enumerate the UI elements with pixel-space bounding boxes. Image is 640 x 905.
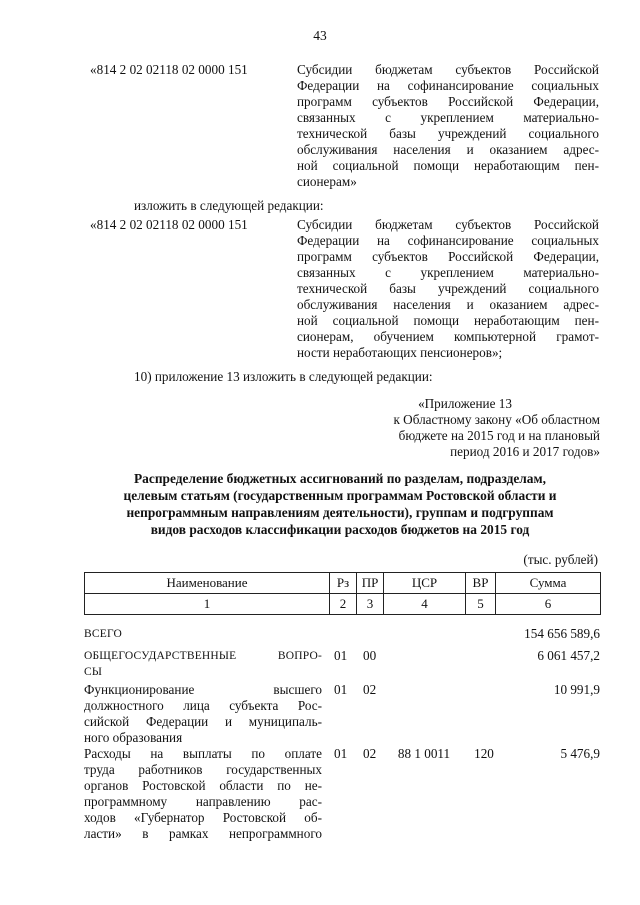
row-vr: 120 — [474, 746, 494, 761]
header-csr: ЦСР — [384, 573, 466, 594]
row-name-line: ВСЕГО — [84, 628, 123, 640]
row-name-line: ОБЩЕГОСУДАРСТВЕННЫЕ ВОПРО- — [84, 650, 322, 662]
desc-line: ной социальной помощи неработающим пен- — [297, 313, 599, 328]
desc-line: сионерам» — [297, 174, 357, 189]
row-name-line: программному направлению рас- — [84, 794, 322, 809]
row-name — [84, 682, 322, 746]
row-sum: 154 656 589,6 — [524, 626, 600, 641]
budget-code-description — [297, 217, 599, 361]
desc-line: связанных с укреплением материально- — [297, 110, 599, 125]
title-line: целевым статьям (государственным программам Ростовской области и — [123, 488, 557, 503]
appendix-header — [300, 396, 600, 460]
row-rz: 01 — [334, 648, 348, 663]
row-name-line: ласти» в рамках непрограммного — [84, 826, 322, 841]
column-number-row — [85, 594, 601, 615]
desc-line: Федерации на софинансирование социальных — [297, 78, 599, 93]
desc-line: ности неработающих пенсионеров»; — [297, 345, 503, 360]
row-name — [84, 626, 322, 642]
col-number: 6 — [496, 594, 601, 615]
row-name-line: ного образования — [84, 730, 183, 745]
title-line: непрограммным направлениям деятельности), группам и подгруппам — [126, 505, 554, 520]
budget-code: «814 2 02 02118 02 0000 151 — [90, 217, 248, 232]
row-rz: 01 — [334, 682, 348, 697]
desc-line: Федерации на софинансирование социальных — [297, 233, 599, 248]
units-label: (тыс. рублей) — [523, 552, 598, 567]
title-line: видов расходов классификации расходов бюджетов на 2015 год — [150, 522, 530, 537]
desc-line: Субсидии бюджетам субъектов Российской — [297, 217, 599, 232]
instruction-text: изложить в следующей редакции: — [134, 198, 324, 213]
col-number: 2 — [330, 594, 357, 615]
page-number: 43 — [313, 28, 327, 43]
appendix-line: период 2016 и 2017 годов» — [450, 444, 600, 459]
col-number: 1 — [85, 594, 330, 615]
header-vr: ВР — [466, 573, 496, 594]
header-row — [85, 573, 601, 594]
header-name: Наименование — [85, 573, 330, 594]
row-name-line: сийской Федерации и муниципаль- — [84, 714, 322, 729]
desc-line: технической базы учреждений социального — [297, 126, 599, 141]
desc-line: обслуживания населения и оказанием адрес- — [297, 142, 599, 157]
item-10-text: 10) приложение 13 изложить в следующей редакции: — [134, 369, 433, 384]
row-name-line: ходов «Губернатор Ростовской об- — [84, 810, 322, 825]
col-number: 4 — [384, 594, 466, 615]
header-rz: Рз — [330, 573, 357, 594]
row-pr: 00 — [363, 648, 377, 663]
row-csr: 88 1 0011 — [397, 746, 451, 761]
row-name — [84, 746, 322, 842]
document-title — [80, 470, 600, 538]
appendix-line: к Областному закону «Об областном — [393, 412, 600, 427]
row-name-line: органов Ростовской области по не- — [84, 778, 322, 793]
appendix-line: бюджете на 2015 год и на плановый — [398, 428, 600, 443]
desc-line: сионерам, обучением компьютерной грамот- — [297, 329, 599, 344]
budget-code: «814 2 02 02118 02 0000 151 — [90, 62, 248, 77]
header-sum: Сумма — [496, 573, 601, 594]
row-sum: 6 061 457,2 — [537, 648, 600, 663]
desc-line: программ субъектов Российской Федерации, — [297, 94, 599, 109]
row-pr: 02 — [363, 746, 377, 761]
row-sum: 10 991,9 — [553, 682, 600, 697]
desc-line: связанных с укреплением материально- — [297, 265, 599, 280]
title-line: Распределение бюджетных ассигнований по разделам, подразделам, — [134, 471, 546, 486]
row-name-line: труда работников государственных — [84, 762, 322, 777]
appendix-line: «Приложение 13 — [418, 396, 512, 411]
col-number: 3 — [357, 594, 384, 615]
col-number: 5 — [466, 594, 496, 615]
row-sum: 5 476,9 — [560, 746, 600, 761]
desc-line: технической базы учреждений социального — [297, 281, 599, 296]
header-pr: ПР — [357, 573, 384, 594]
row-name-line: Функционирование высшего — [84, 682, 322, 697]
desc-line: программ субъектов Российской Федерации, — [297, 249, 599, 264]
row-name-line: Расходы на выплаты по оплате — [84, 746, 322, 761]
row-pr: 02 — [363, 682, 377, 697]
desc-line: ной социальной помощи неработающим пен- — [297, 158, 599, 173]
desc-line: обслуживания населения и оказанием адрес- — [297, 297, 599, 312]
budget-code-description — [297, 62, 599, 190]
row-rz: 01 — [334, 746, 348, 761]
row-name-line: СЫ — [84, 666, 103, 678]
row-name-line: должностного лица субъекта Рос- — [84, 698, 322, 713]
budget-table-header — [84, 572, 601, 615]
row-name — [84, 648, 322, 680]
desc-line: Субсидии бюджетам субъектов Российской — [297, 62, 599, 77]
